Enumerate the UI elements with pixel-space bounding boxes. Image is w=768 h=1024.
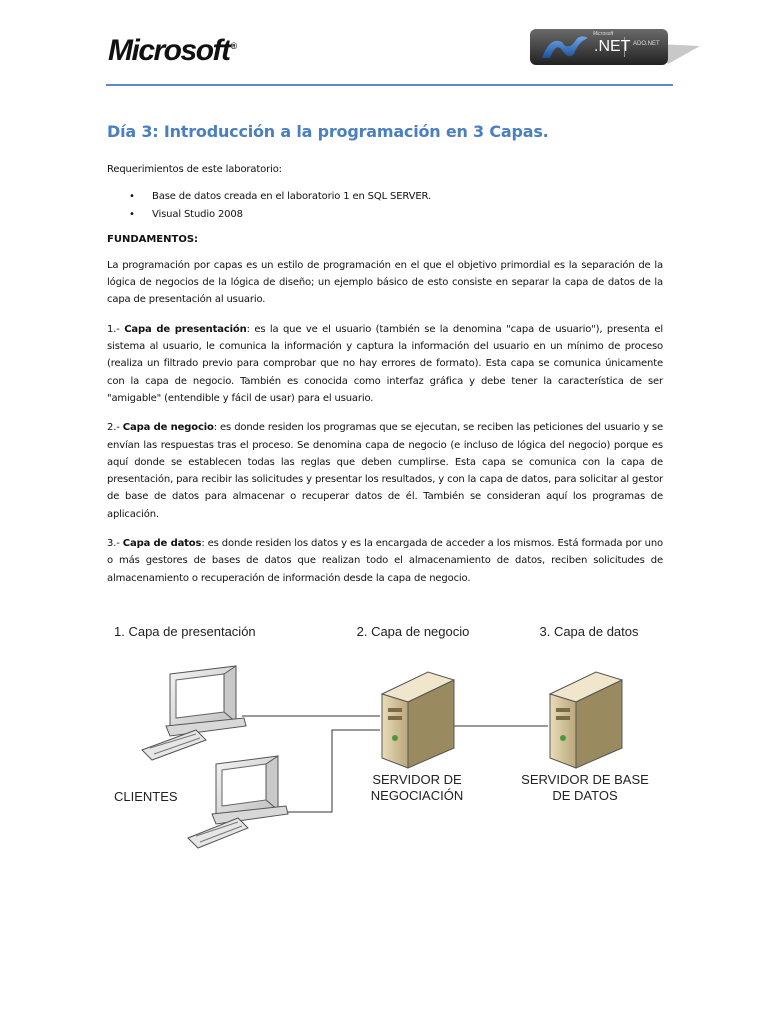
layer3-name: Capa de datos bbox=[122, 538, 202, 550]
layer2-paragraph: 2.- Capa de negocio: es donde residen los programas que se ejecutan, se reciben las peticiones del usuario y se envían las respuestas tras el proceso. Se denomina capa de negocio (e incluso de lógica del negocio) porque es aquí donde se establecen todas las reglas que deben cumplirse. Esta capa se comunica con la capa de presentación, para recibir las solicitudes y presentar los resultados, y con la capa de datos, para solicitar al gestor de base de datos para almacenar o recuperar datos de él. También se consideran aquí los programas de aplicación. bbox=[107, 422, 663, 520]
document-title: Día 3: Introducción a la programación en 3 Capas. bbox=[107, 122, 549, 141]
presentation-layer-title: 1. Capa de presentación bbox=[114, 624, 256, 639]
layer1-paragraph: 1.- Capa de presentación: es la que ve el usuario (también se la denomina "capa de usuario"), presenta el sistema al usuario, le comunica la información y captura la información del usuario en un mínimo de proceso (realiza un filtrado previo para comprobar que no hay errores de formato). Esta capa se comunica únicamente con la capa de negocio. También es conocida como interfaz gráfica y debe tener la característica de ser "amigable" (entendible y fácil de usar) para el usuario. bbox=[107, 323, 663, 404]
requirements-list bbox=[107, 188, 663, 223]
header-rule bbox=[106, 84, 673, 86]
requirements-intro: Requerimientos de este laboratorio: bbox=[107, 164, 282, 175]
business-server-label: SERVIDOR DE NEGOCIACIÓN bbox=[370, 772, 464, 803]
microsoft-logo: Microsoft® bbox=[108, 34, 236, 67]
database-server-icon bbox=[550, 672, 622, 768]
client-pc-icon bbox=[142, 666, 246, 760]
layer2-name: Capa de negocio bbox=[122, 422, 214, 434]
requirement-item: • Visual Studio 2008 bbox=[107, 206, 663, 223]
dotnet-badge-tag: Microsoft bbox=[593, 31, 614, 37]
business-layer-title: 2. Capa de negocio bbox=[356, 624, 470, 639]
layer3-paragraph: 3.- Capa de datos: es donde residen los datos y es la encargada de acceder a los mismos. Está formada por uno o más gestores de bases de datos que realizan todo el almacenamiento de datos, reciben solicitudes de almacenamiento o recuperación de información desde la capa de negocio. bbox=[107, 538, 663, 584]
clients-label: CLIENTES bbox=[114, 789, 178, 804]
requirement-item: • Base de datos creada en el laboratorio 1 en SQL SERVER. bbox=[107, 188, 663, 205]
layer1-name: Capa de presentación bbox=[124, 323, 247, 335]
intro-paragraph: La programación por capas es un estilo de programación en el que el objetivo primordial es la separación de la lógica de negocios de la lógica de diseño; un ejemplo básico de esto consiste en separar la capa de datos de la capa de presentación al usuario. bbox=[107, 259, 663, 306]
dotnet-badge-text: .NET bbox=[594, 38, 631, 55]
database-server-label: SERVIDOR DE BASE DE DATOS bbox=[521, 772, 649, 803]
business-server-icon bbox=[382, 672, 454, 768]
three-tier-diagram bbox=[108, 612, 668, 862]
document-body bbox=[107, 122, 663, 599]
data-layer-title: 3. Capa de datos bbox=[539, 624, 639, 639]
dotnet-badge-subtext: ADO.NET bbox=[633, 41, 660, 47]
diagram-graphics bbox=[108, 612, 668, 862]
fundamentals-heading: FUNDAMENTOS: bbox=[107, 233, 199, 245]
